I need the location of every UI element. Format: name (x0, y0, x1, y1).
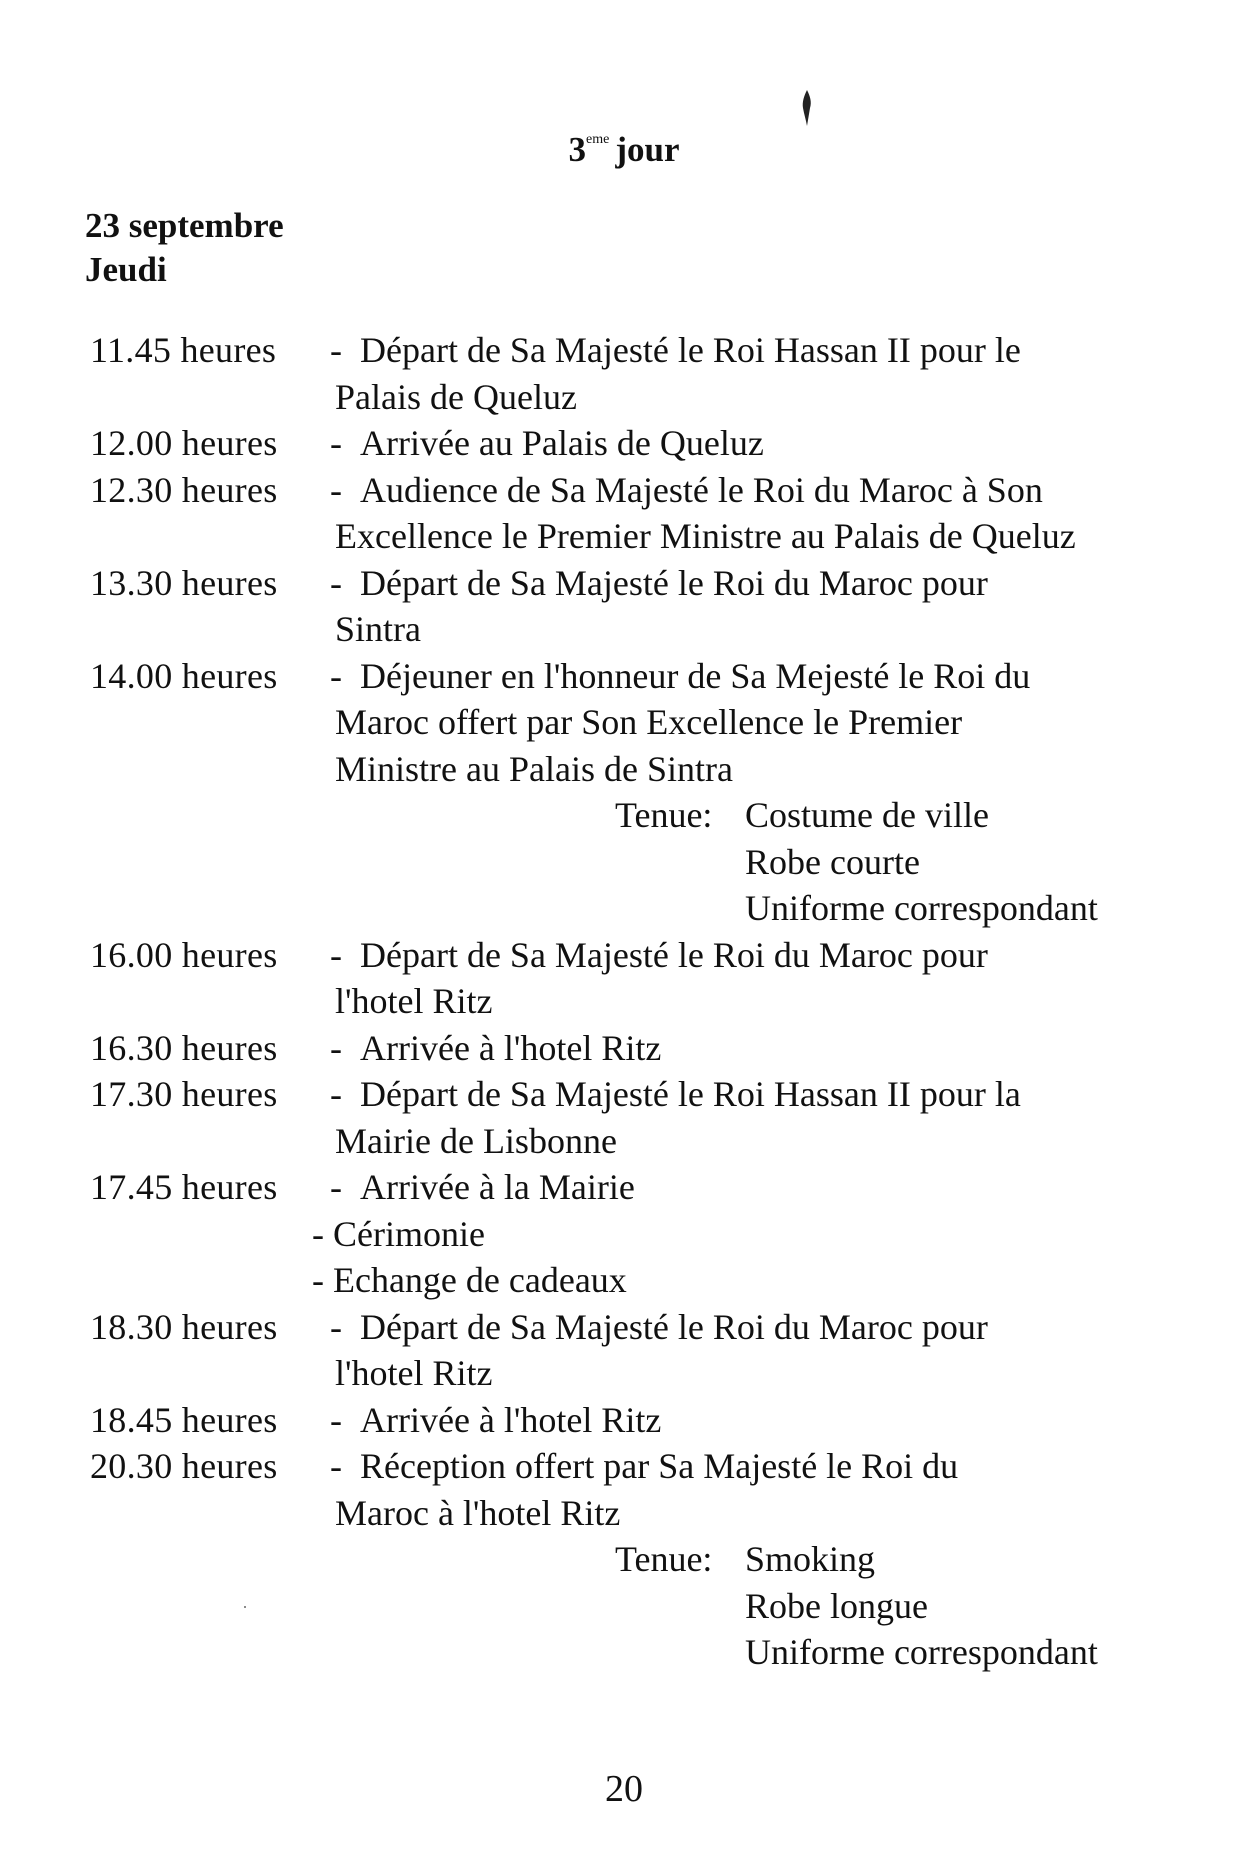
entry-subitem: - Cérimonie (312, 1213, 485, 1254)
schedule-entry (90, 560, 1170, 653)
entry-separator: - (330, 423, 342, 463)
dress-code-item: Smoking (745, 1539, 876, 1579)
entry-first-line (90, 1164, 1170, 1211)
schedule-entry (90, 1071, 1170, 1164)
entry-first-line (90, 932, 1170, 979)
entry-time: 12.00 heures (90, 423, 278, 463)
entry-time: 14.00 heures (90, 655, 278, 696)
entry-continuation: Ministre au Palais de Sintra (335, 748, 733, 789)
dress-code-item: Robe courte (745, 841, 920, 882)
entry-description: Départ de Sa Majesté le Roi du Maroc pour (360, 934, 988, 975)
day-suffix: eme (586, 132, 610, 147)
schedule-entry (90, 1443, 1170, 1676)
day-title (0, 118, 1248, 172)
schedule-entry (90, 327, 1170, 420)
entry-description: Arrivée à l'hotel Ritz (360, 1027, 662, 1068)
entry-continuation: Excellence le Premier Ministre au Palais de Queluz (335, 516, 1076, 556)
entry-time: 20.30 heures (90, 1446, 278, 1486)
entry-description: Arrivée à la Mairie (360, 1167, 635, 1207)
entry-description: Départ de Sa Majesté le Roi Hassan II pour le (360, 330, 1021, 370)
entry-time: 17.45 heures (90, 1167, 278, 1207)
day-number: 3 (568, 130, 586, 169)
dress-code-label: Tenue: (615, 795, 713, 835)
print-speck (244, 1606, 246, 1608)
dress-code-row (90, 1629, 1170, 1676)
entry-subitem: - Echange de cadeaux (312, 1260, 627, 1300)
day-word: jour (615, 130, 680, 169)
entry-first-line (90, 327, 1170, 374)
entry-time: 18.30 heures (90, 1306, 278, 1347)
schedule-entry (90, 653, 1170, 932)
dress-code-item: Uniforme correspondant (745, 888, 1098, 928)
dress-code-item: Robe longue (745, 1585, 928, 1626)
entry-description: Arrivée à l'hotel Ritz (360, 1399, 662, 1440)
entry-separator: - (330, 1306, 342, 1347)
dress-code-item: Costume de ville (745, 795, 989, 835)
dress-code-row (90, 1583, 1170, 1630)
entry-separator: - (330, 655, 342, 696)
entry-separator: - (330, 1399, 342, 1440)
schedule-entry (90, 467, 1170, 560)
dress-code-label: Tenue: (615, 1539, 713, 1579)
entry-description: Audience de Sa Majesté le Roi du Maroc à Son (360, 469, 1043, 510)
entry-time: 16.30 heures (90, 1027, 278, 1068)
schedule-entry (90, 932, 1170, 1025)
entry-separator: - (330, 1027, 342, 1068)
entry-time: 13.30 heures (90, 562, 278, 603)
entry-first-line (90, 1397, 1170, 1444)
entry-continuation: Mairie de Lisbonne (335, 1120, 617, 1161)
entry-description: Réception offert par Sa Majesté le Roi du (360, 1446, 959, 1486)
entry-time: 18.45 heures (90, 1399, 278, 1440)
entry-continuation: l'hotel Ritz (335, 981, 493, 1021)
entry-description: Départ de Sa Majesté le Roi du Maroc pour (360, 562, 988, 603)
entry-separator: - (330, 469, 342, 510)
entry-description: Départ de Sa Majesté le Roi Hassan II pour la (360, 1074, 1021, 1114)
schedule-entry (90, 1164, 1170, 1304)
entry-separator: - (330, 934, 342, 975)
dress-code-row (90, 1536, 1170, 1583)
entry-time: 17.30 heures (90, 1074, 278, 1114)
entry-description: Déjeuner en l'honneur de Sa Mejesté le Roi du (360, 655, 1031, 696)
entry-first-line (90, 560, 1170, 607)
entry-description: Départ de Sa Majesté le Roi du Maroc pour (360, 1306, 988, 1347)
entry-continuation: Maroc à l'hotel Ritz (335, 1492, 621, 1533)
dress-code-row (90, 792, 1170, 839)
entry-continuation: l'hotel Ritz (335, 1353, 493, 1393)
date-block (85, 204, 284, 292)
entry-continuation: Maroc offert par Son Excellence le Premier (335, 702, 963, 742)
entry-time: 12.30 heures (90, 469, 278, 510)
entry-time: 16.00 heures (90, 934, 278, 975)
schedule-entry (90, 1025, 1170, 1072)
page-number: 20 (605, 1768, 643, 1810)
weekday-line: Jeudi (85, 250, 167, 289)
schedule-entry (90, 1397, 1170, 1444)
schedule-entry (90, 420, 1170, 467)
entry-first-line (90, 1443, 1170, 1490)
entry-separator: - (330, 562, 342, 603)
entry-first-line (90, 1071, 1170, 1118)
entry-separator: - (330, 1167, 342, 1207)
entry-first-line (90, 467, 1170, 514)
date-line: 23 septembre (85, 206, 284, 245)
entry-continuation: Palais de Queluz (335, 376, 577, 417)
dress-code-row (90, 885, 1170, 932)
entry-separator: - (330, 330, 342, 370)
schedule-entry (90, 1304, 1170, 1397)
schedule-list (90, 327, 1170, 1676)
entry-separator: - (330, 1074, 342, 1114)
entry-first-line (90, 653, 1170, 700)
dress-code-item: Uniforme correspondant (745, 1632, 1098, 1672)
entry-description: Arrivée au Palais de Queluz (360, 423, 764, 463)
entry-continuation: Sintra (335, 609, 421, 649)
entry-first-line (90, 1025, 1170, 1072)
dress-code-row (90, 839, 1170, 886)
entry-time: 11.45 heures (90, 330, 277, 370)
entry-separator: - (330, 1446, 342, 1486)
entry-first-line (90, 420, 1170, 467)
entry-first-line (90, 1304, 1170, 1351)
